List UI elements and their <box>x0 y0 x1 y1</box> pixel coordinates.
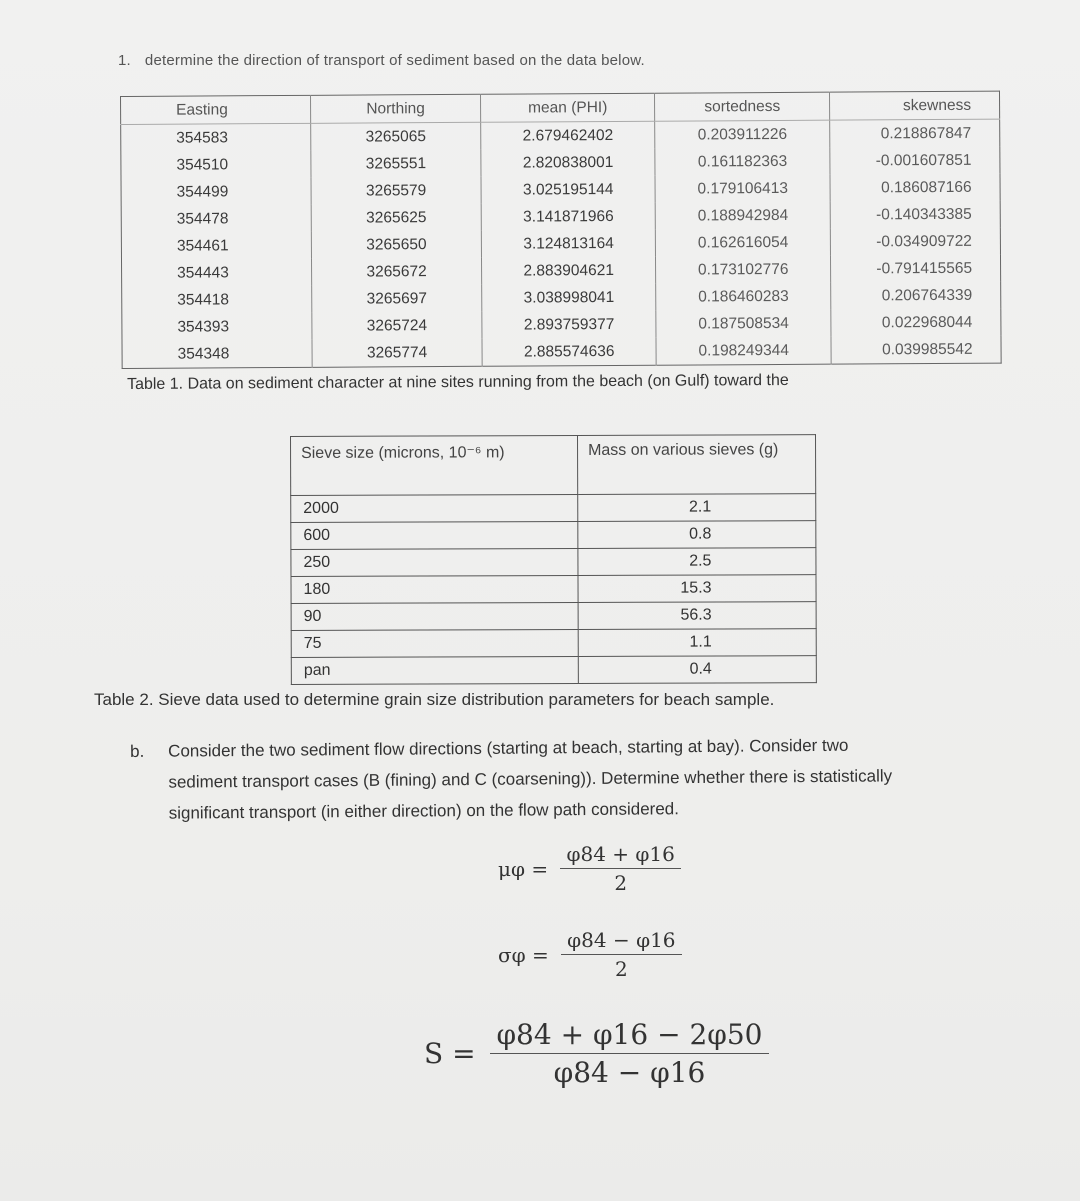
cell-skewness: -0.140343385 <box>876 205 972 223</box>
cell-sortedness: 0.188942984 <box>656 202 831 230</box>
table-row <box>291 548 816 577</box>
mean-formula-fraction <box>560 842 680 895</box>
mean-formula-lhs: μφ = <box>498 856 549 881</box>
cell-easting: 354478 <box>121 205 311 233</box>
cell-mass: 56.3 <box>578 602 816 630</box>
cell-northing: 3265579 <box>311 177 481 205</box>
sorting-formula <box>498 928 682 981</box>
part-b-question <box>130 728 1031 829</box>
header-sieve-size: Sieve size (microns, 10⁻⁶ m) <box>291 435 578 495</box>
cell-easting: 354348 <box>122 340 312 369</box>
cell-northing: 3265724 <box>312 312 482 340</box>
part-b-line: sediment transport cases (B (fining) and C (coarsening)). Determine whether there is statistically <box>168 766 893 792</box>
table-row <box>291 575 816 604</box>
cell-sortedness: 0.179106413 <box>655 175 830 203</box>
cell-mass: 0.4 <box>578 656 816 684</box>
mean-formula <box>498 842 681 895</box>
cell-mean: 3.141871966 <box>481 203 656 231</box>
cell-mean: 2.885574636 <box>482 338 657 367</box>
cell-sieve-size: 90 <box>291 602 578 630</box>
cell-sortedness: 0.203911226 <box>655 120 830 149</box>
cell-mean: 2.679462402 <box>481 121 656 150</box>
skewness-formula-numerator: φ84 + φ16 − 2φ50 <box>496 1018 763 1051</box>
cell-sieve-size: 250 <box>291 548 578 576</box>
skewness-formula-fraction <box>490 1018 768 1089</box>
fraction-bar <box>561 954 681 955</box>
skewness-formula <box>424 1018 769 1089</box>
cell-easting: 354510 <box>121 151 311 179</box>
cell-sortedness: 0.161182363 <box>655 148 830 176</box>
cell-skewness: -0.001607851 <box>875 151 972 169</box>
sorting-formula-lhs: σφ = <box>498 942 549 967</box>
part-b-line: significant transport (in either direction) on the flow path considered. <box>168 799 680 823</box>
skewness-formula-denominator: φ84 − φ16 <box>553 1056 706 1089</box>
cell-sieve-size: pan <box>291 656 578 684</box>
table-row <box>291 602 816 631</box>
cell-sortedness: 0.162616054 <box>656 229 831 257</box>
part-b-line: Consider the two sediment flow directions (starting at beach, starting at bay). Consider two <box>168 735 849 761</box>
cell-sieve-size: 2000 <box>291 494 578 522</box>
cell-skewness: -0.791415565 <box>876 259 973 277</box>
cell-easting: 354393 <box>122 313 312 341</box>
cell-mass: 0.8 <box>578 521 816 549</box>
fraction-bar <box>560 868 680 869</box>
cell-sortedness: 0.186460283 <box>656 283 831 311</box>
cell-skewness: 0.039985542 <box>881 340 973 358</box>
mean-formula-denominator: 2 <box>614 871 628 895</box>
skewness-formula-lhs: S = <box>424 1037 476 1070</box>
cell-easting: 354499 <box>121 178 311 206</box>
fraction-bar <box>490 1053 768 1054</box>
cell-easting: 354418 <box>122 286 312 314</box>
header-northing: Northing <box>311 94 481 123</box>
table-row <box>291 521 816 550</box>
question-number: 1. <box>118 52 131 69</box>
header-skewness: skewness <box>829 91 999 120</box>
cell-northing: 3265697 <box>312 285 482 313</box>
cell-mean: 3.124813164 <box>481 230 656 258</box>
sorting-formula-denominator: 2 <box>614 957 628 981</box>
header-easting: Easting <box>121 95 311 124</box>
cell-sieve-size: 180 <box>291 575 578 603</box>
cell-easting: 354461 <box>121 232 311 260</box>
cell-northing: 3265065 <box>311 122 481 151</box>
cell-skewness: 0.206764339 <box>881 286 973 304</box>
table-row <box>122 336 1001 369</box>
cell-sieve-size: 75 <box>291 629 578 657</box>
cell-skewness: 0.022968044 <box>881 313 973 331</box>
question-text: determine the direction of transport of sediment based on the data below. <box>144 52 645 69</box>
part-b-label: b. <box>130 741 145 761</box>
cell-skewness: -0.034909722 <box>876 232 972 250</box>
cell-skewness: 0.186087166 <box>881 178 972 196</box>
cell-mass: 2.1 <box>578 494 816 522</box>
cell-easting: 354583 <box>121 123 311 152</box>
cell-mass: 1.1 <box>578 629 816 657</box>
sediment-table <box>120 91 1002 369</box>
sorting-formula-fraction <box>561 928 681 981</box>
table-row <box>291 656 816 685</box>
question-heading <box>118 52 645 69</box>
cell-mean: 2.820838001 <box>481 149 656 177</box>
table2-caption: Table 2. Sieve data used to determine grain size distribution parameters for beach sample. <box>94 690 775 709</box>
sorting-formula-numerator: φ84 − φ16 <box>567 928 676 952</box>
cell-sortedness: 0.173102776 <box>656 256 831 284</box>
cell-mean: 2.883904621 <box>481 257 656 285</box>
cell-mass: 15.3 <box>578 575 816 603</box>
cell-mean: 2.893759377 <box>482 311 657 339</box>
cell-mean: 3.038998041 <box>482 284 657 312</box>
sieve-table <box>290 434 817 685</box>
table-row <box>291 629 816 658</box>
cell-northing: 3265774 <box>312 339 482 368</box>
header-mean-phi: mean (PHI) <box>480 93 655 122</box>
table1-caption: Table 1. Data on sediment character at nine sites running from the beach (on Gulf) toward the <box>127 371 789 393</box>
cell-sortedness: 0.187508534 <box>656 310 831 338</box>
cell-mean: 3.025195144 <box>481 176 656 204</box>
cell-northing: 3265672 <box>312 258 482 286</box>
table-header-row <box>291 435 816 496</box>
header-sortedness: sortedness <box>655 92 830 121</box>
cell-skewness: 0.218867847 <box>880 124 972 142</box>
cell-northing: 3265650 <box>311 231 481 259</box>
mean-formula-numerator: φ84 + φ16 <box>566 842 675 866</box>
part-b-text <box>168 728 1031 829</box>
cell-northing: 3265625 <box>311 204 481 232</box>
cell-sieve-size: 600 <box>291 521 578 549</box>
header-mass: Mass on various sieves (g) <box>578 435 816 495</box>
cell-easting: 354443 <box>122 259 312 287</box>
table-row <box>291 494 816 523</box>
cell-mass: 2.5 <box>578 548 816 576</box>
cell-northing: 3265551 <box>311 150 481 178</box>
cell-sortedness: 0.198249344 <box>656 337 831 366</box>
